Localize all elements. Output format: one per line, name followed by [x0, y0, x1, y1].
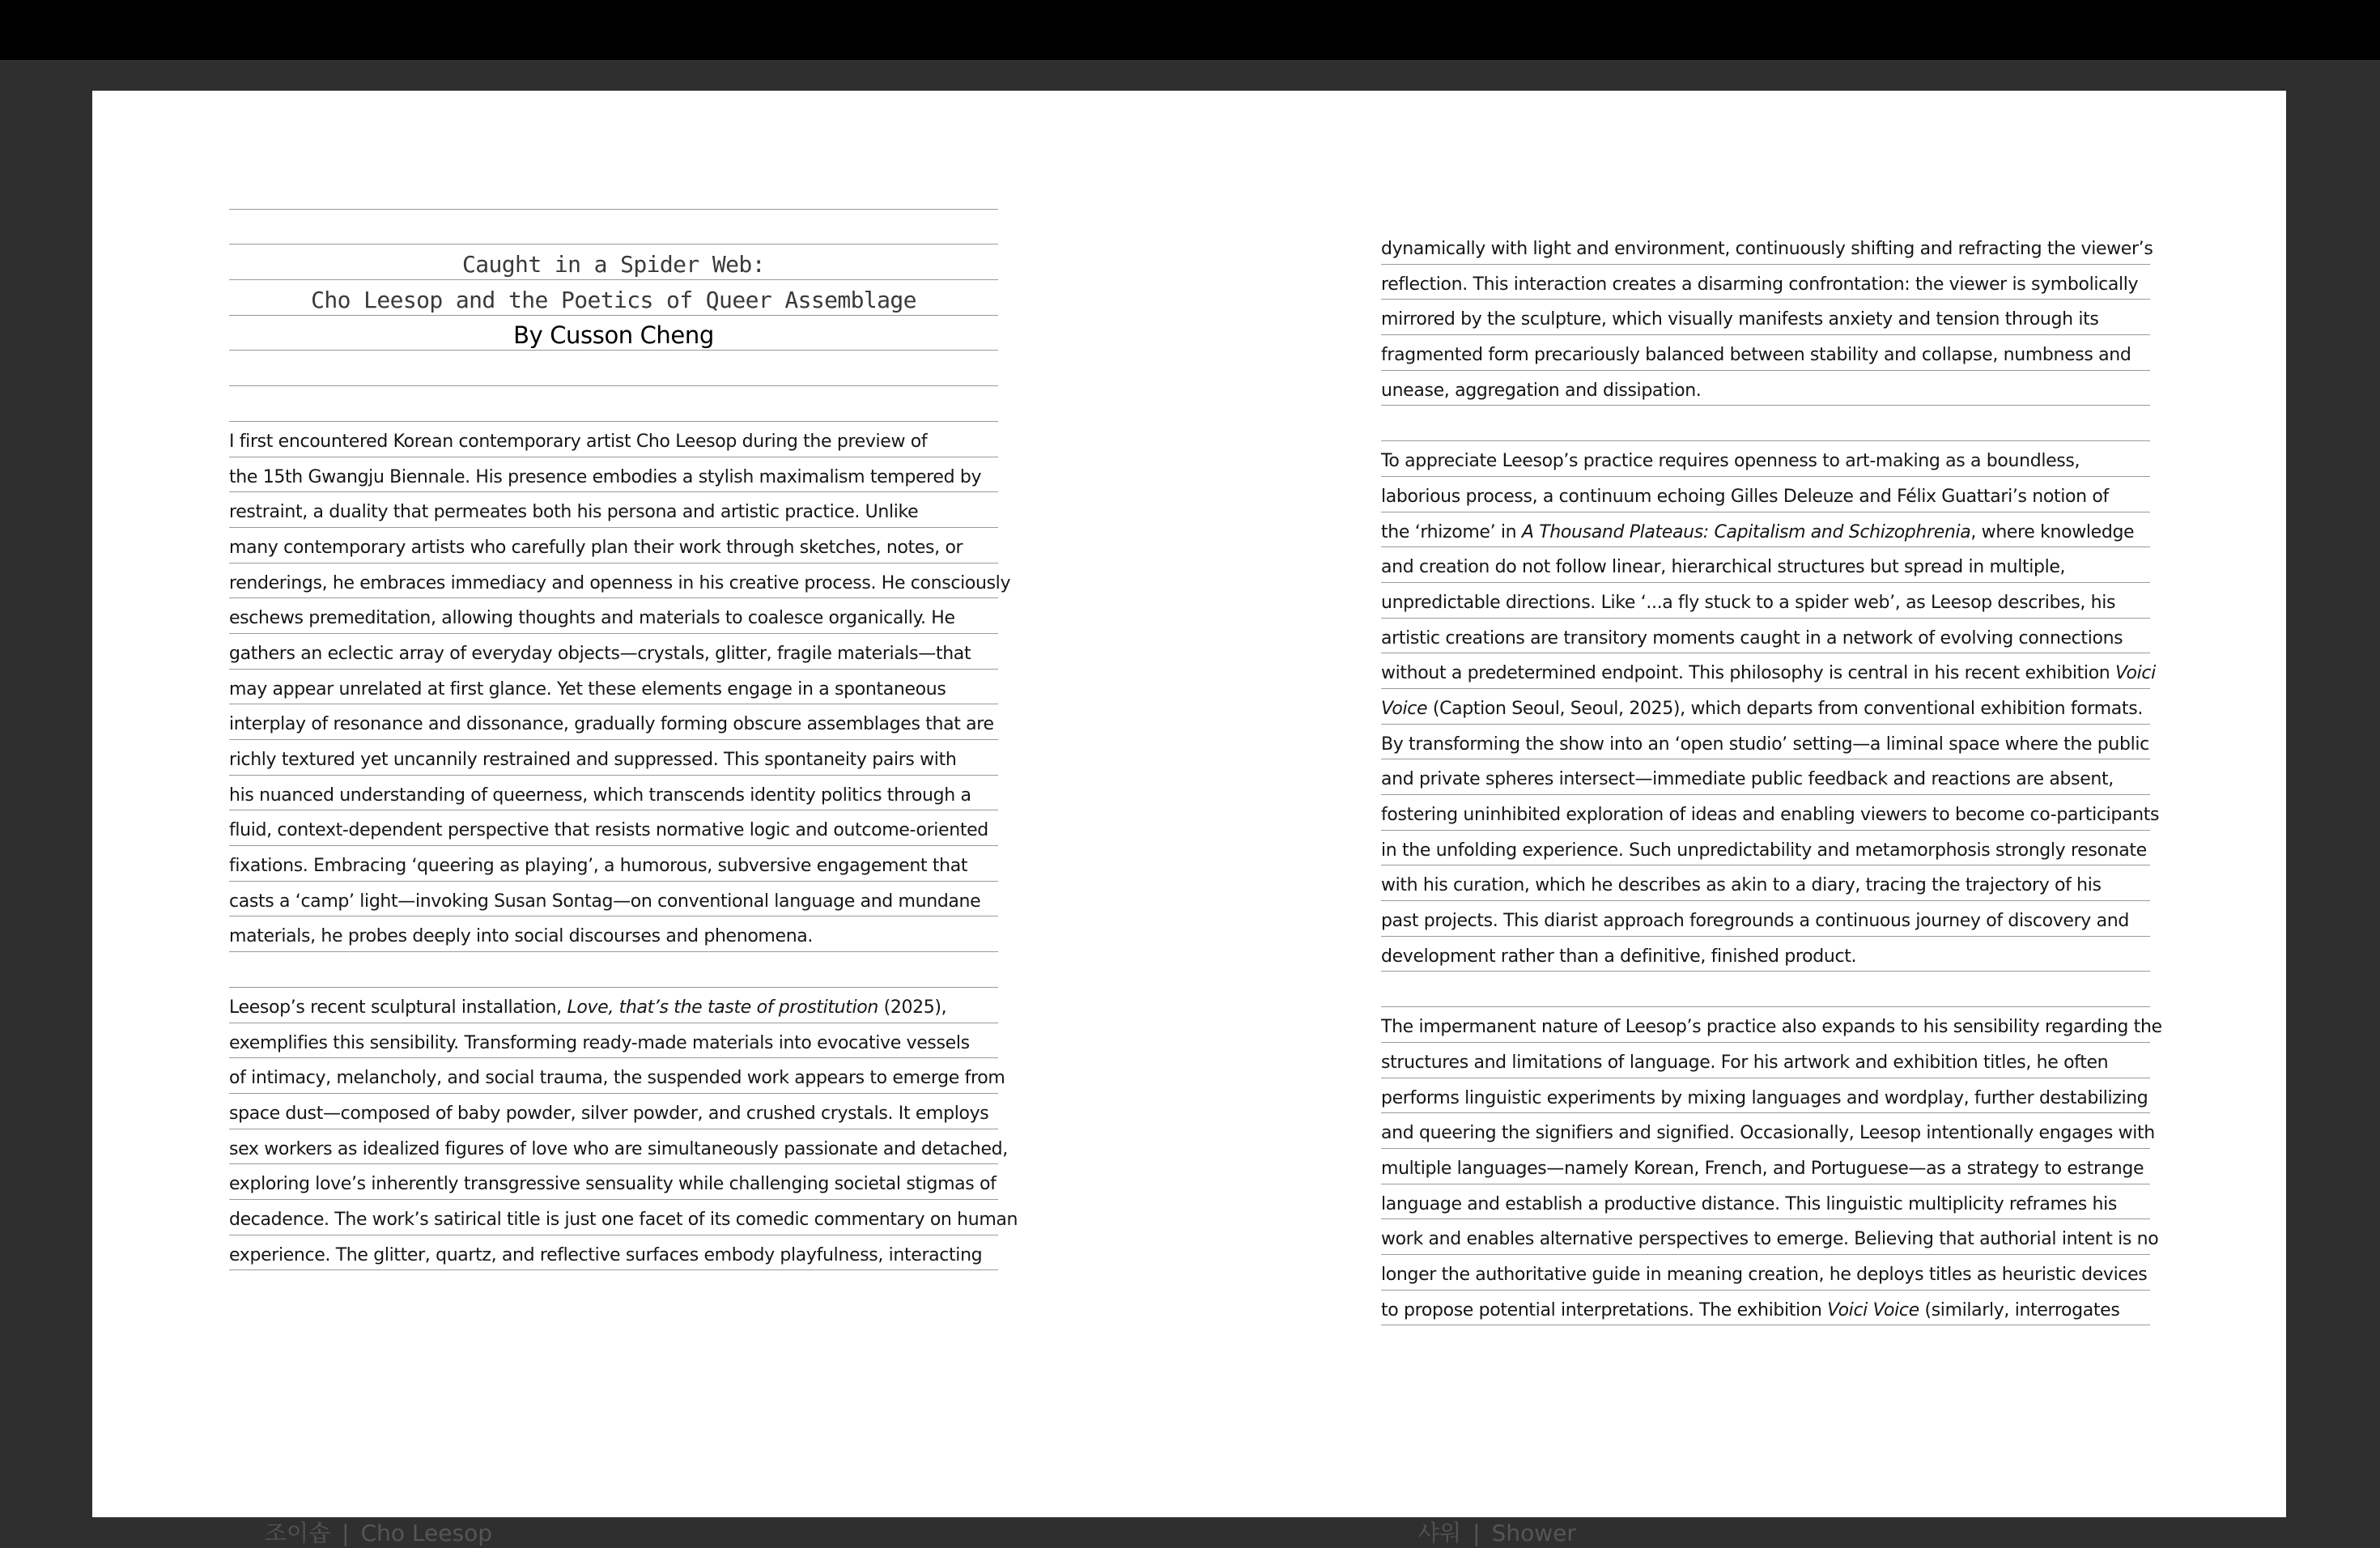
footer-separator: | — [1473, 1520, 1481, 1546]
right-paragraph-2-part-a — [1381, 441, 2150, 512]
text-line: work and enables alternative perspectives to emerge. Believing that authorial intent is no — [1381, 1219, 2150, 1255]
text-line: reflection. This interaction creates a disarming confrontation: the viewer is symbolically — [1381, 265, 2150, 300]
text-line: unease, aggregation and dissipation. — [1381, 371, 2150, 406]
text-line: past projects. This diarist approach foregrounds a continuous journey of discovery and — [1381, 901, 2150, 937]
text-line: and private spheres intersect—immediate public feedback and reactions are absent, — [1381, 759, 2150, 795]
article-title-line2: Cho Leesop and the Poetics of Queer Assemblage — [229, 280, 998, 316]
right-paragraph-2-part-c — [1381, 725, 2160, 972]
text-line: language and establish a productive distance. This linguistic multiplicity reframes his — [1381, 1184, 2150, 1220]
text-line: richly textured yet uncannily restrained and suppressed. This spontaneity pairs with — [229, 740, 998, 776]
text-line: The impermanent nature of Leesop’s practice also expands to his sensibility regarding the — [1381, 1007, 2150, 1043]
text-line: fragmented form precariously balanced between stability and collapse, numbness and — [1381, 335, 2150, 371]
ruled-line — [229, 351, 998, 386]
text-line: fluid, context-dependent perspective that resists normative logic and outcome-oriented — [229, 810, 998, 846]
right-page-column — [1381, 229, 2162, 1325]
text-line: with his curation, which he describes as akin to a diary, tracing the trajectory of his — [1381, 865, 2150, 901]
byline: By Cusson Cheng — [229, 316, 998, 351]
left-paragraph-2 — [229, 1023, 1018, 1271]
top-bar — [0, 0, 2380, 60]
text-line: dynamically with light and environment, continuously shifting and refracting the viewer’s — [1381, 229, 2150, 265]
ruled-line — [1381, 406, 2150, 441]
text-line: renderings, he embraces immediacy and openness in his creative process. He consciously — [229, 563, 998, 599]
article-title-line1: Caught in a Spider Web: — [229, 245, 998, 280]
text-line: performs linguistic experiments by mixing languages and wordplay, further destabilizing — [1381, 1078, 2150, 1114]
text-line: structures and limitations of language. For his artwork and exhibition titles, he often — [1381, 1043, 2150, 1078]
text-line: By transforming the show into an ‘open studio’ setting—a liminal space where the public — [1381, 725, 2150, 760]
ruled-line — [229, 386, 998, 422]
book-spread — [92, 91, 2286, 1546]
right-paragraph-1 — [1381, 229, 2153, 406]
footer-korean-title: 샤워 — [1417, 1520, 1462, 1546]
ruled-line — [229, 210, 998, 245]
text-line: interplay of resonance and dissonance, gradually forming obscure assemblages that are — [229, 704, 998, 740]
text-line: decadence. The work’s satirical title is just one facet of its comedic commentary on human — [229, 1200, 998, 1235]
text-line: sex workers as idealized figures of love who are simultaneously passionate and detached, — [229, 1129, 998, 1165]
text-line: artistic creations are transitory moments caught in a network of evolving connections — [1381, 619, 2150, 654]
text-line: the ‘rhizome’ in A Thousand Plateaus: Capitalism and Schizophrenia, where knowledge — [1381, 512, 2150, 548]
footer-artist-name — [265, 1516, 492, 1548]
text-line: his nuanced understanding of queerness, which transcends identity politics through a — [229, 776, 998, 811]
text-line: without a predetermined endpoint. This philosophy is central in his recent exhibition Voici — [1381, 653, 2150, 689]
text-line: unpredictable directions. Like ‘...a fly stuck to a spider web’, as Leesop describes, his — [1381, 583, 2150, 619]
text-line: many contemporary artists who carefully plan their work through sketches, notes, or — [229, 528, 998, 563]
text-line: experience. The glitter, quartz, and reflective surfaces embody playfulness, interacting — [229, 1235, 998, 1271]
footer-separator: | — [342, 1520, 350, 1546]
text-line: longer the authoritative guide in meaning creation, he deploys titles as heuristic devices — [1381, 1255, 2150, 1291]
text-line: restraint, a duality that permeates both his persona and artistic practice. Unlike — [229, 492, 998, 528]
footer-exhibition-name — [1417, 1516, 1576, 1548]
text-line: eschews premeditation, allowing thoughts and materials to coalesce organically. He — [229, 598, 998, 634]
text-line: casts a ‘camp’ light—invoking Susan Sontag—on conventional language and mundane — [229, 882, 998, 917]
ruled-line — [229, 174, 998, 210]
text-line: Voice (Caption Seoul, Seoul, 2025), which departs from conventional exhibition formats. — [1381, 689, 2150, 725]
text-line: may appear unrelated at first glance. Yet these elements engage in a spontaneous — [229, 670, 998, 705]
text-line: laborious process, a continuum echoing Gilles Deleuze and Félix Guattari’s notion of — [1381, 477, 2150, 512]
text-line: fixations. Embracing ‘queering as playing’, a humorous, subversive engagement that — [229, 846, 998, 882]
text-line: materials, he probes deeply into social discourses and phenomena. — [229, 916, 998, 952]
ruled-line — [1381, 972, 2150, 1007]
text-line: multiple languages—namely Korean, French, and Portuguese—as a strategy to estrange — [1381, 1149, 2150, 1184]
footer-english-name: Cho Leesop — [360, 1520, 492, 1546]
left-paragraph-1 — [229, 422, 1011, 952]
text-line: mirrored by the sculpture, which visually manifests anxiety and tension through its — [1381, 300, 2150, 335]
text-line: in the unfolding experience. Such unpredictability and metamorphosis strongly resonate — [1381, 831, 2150, 866]
text-line: the 15th Gwangju Biennale. His presence embodies a stylish maximalism tempered by — [229, 457, 998, 493]
right-paragraph-3 — [1381, 1007, 2162, 1291]
text-line: to propose potential interpretations. The exhibition Voici Voice (similarly, interrogates — [1381, 1291, 2150, 1326]
text-line: and creation do not follow linear, hierarchical structures but spread in multiple, — [1381, 547, 2150, 583]
text-line: gathers an eclectic array of everyday objects—crystals, glitter, fragile materials—that — [229, 634, 998, 670]
right-paragraph-2-part-b — [1381, 547, 2150, 653]
text-line: and queering the signifiers and signified. Occasionally, Leesop intentionally engages with — [1381, 1113, 2150, 1149]
footer-english-title: Shower — [1491, 1520, 1576, 1546]
text-line: space dust—composed of baby powder, silver powder, and crushed crystals. It employs — [229, 1094, 998, 1129]
footer-korean-name: 조이솝 — [265, 1520, 331, 1546]
ruled-line — [229, 952, 998, 988]
left-page-column — [229, 174, 1018, 1270]
text-line: exploring love’s inherently transgressive sensuality while challenging societal stigmas of — [229, 1164, 998, 1200]
text-line: fostering uninhibited exploration of ideas and enabling viewers to become co-participants — [1381, 795, 2150, 831]
text-line: I first encountered Korean contemporary artist Cho Leesop during the preview of — [229, 422, 998, 457]
text-line: development rather than a definitive, finished product. — [1381, 937, 2150, 972]
text-line: of intimacy, melancholy, and social trauma, the suspended work appears to emerge from — [229, 1058, 998, 1094]
text-line: Leesop’s recent sculptural installation, Love, that’s the taste of prostitution (2025), — [229, 988, 998, 1023]
text-line: exemplifies this sensibility. Transforming ready-made materials into evocative vessels — [229, 1023, 998, 1059]
text-line: To appreciate Leesop’s practice requires openness to art-making as a boundless, — [1381, 441, 2150, 477]
